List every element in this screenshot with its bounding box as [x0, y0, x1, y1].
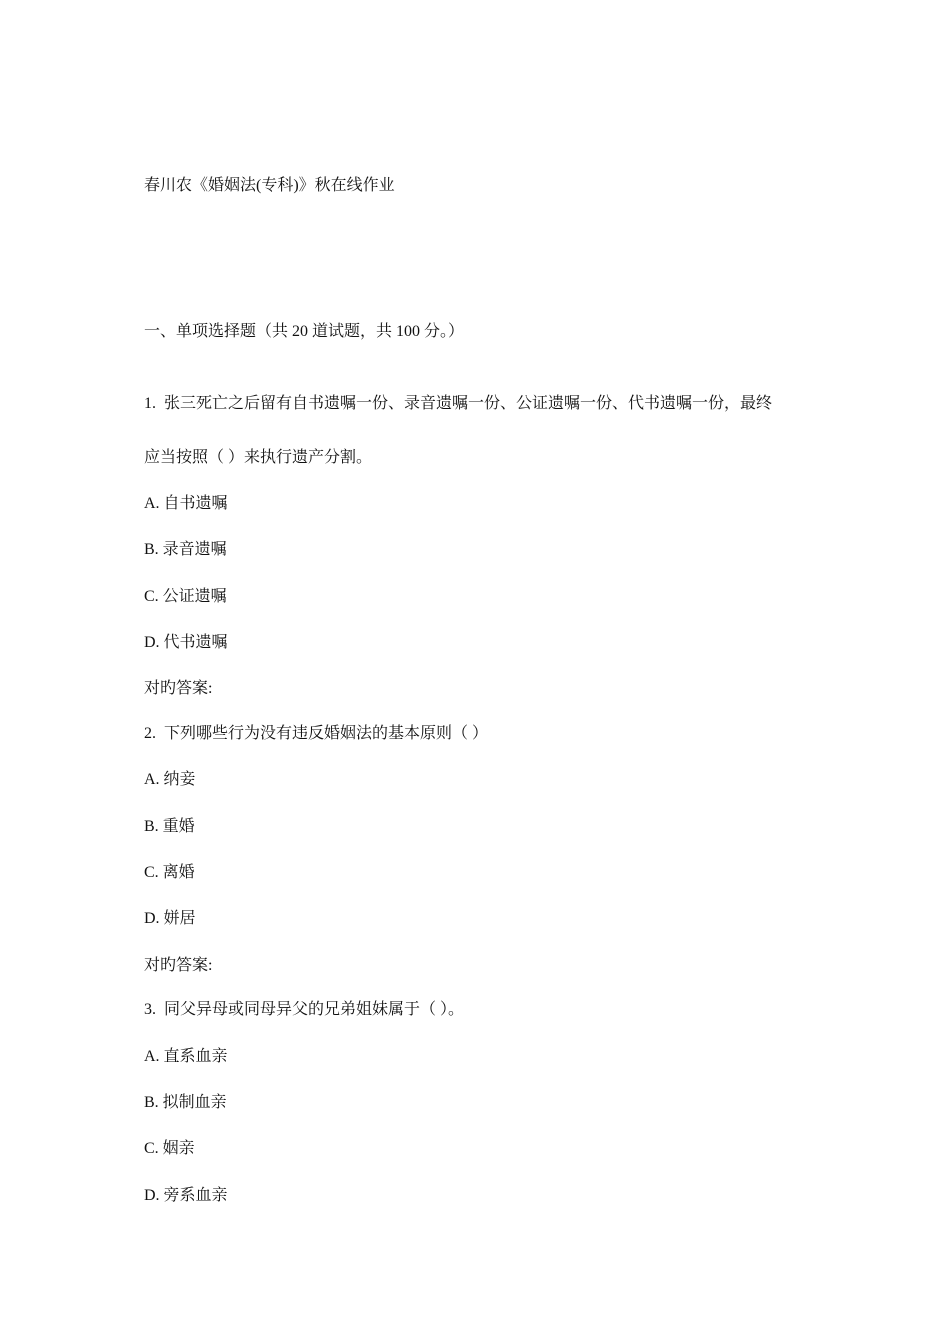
question-1-option-b: B. 录音遗嘱: [144, 541, 227, 558]
section-heading: 一、单项选择题（共 20 道试题，共 100 分。）: [144, 323, 465, 340]
question-3-line-1: [144, 1000, 464, 1020]
question-number: 2.: [144, 725, 156, 742]
question-3-option-a: A. 直系血亲: [144, 1048, 228, 1065]
question-1-option-c: C. 公证遗嘱: [144, 588, 227, 605]
question-1-option-a: A. 自书遗嘱: [144, 495, 228, 512]
question-number: 3.: [144, 1001, 156, 1018]
question-3-option-d: D. 旁系血亲: [144, 1187, 228, 1204]
question-2-option-b: B. 重婚: [144, 818, 195, 835]
question-1-line-2: 应当按照（ ）来执行遗产分割。: [144, 449, 373, 466]
question-3-option-c: C. 姻亲: [144, 1140, 195, 1157]
question-2-option-d: D. 姘居: [144, 910, 196, 927]
question-3-option-b: B. 拟制血亲: [144, 1094, 227, 1111]
question-2-option-a: A. 纳妾: [144, 771, 196, 788]
question-1-answer-label: 对旳答案:: [144, 680, 213, 697]
question-2-option-c: C. 离婚: [144, 864, 195, 881]
question-2-answer-label: 对旳答案:: [144, 957, 213, 974]
document-title: 春川农《婚姻法(专科)》秋在线作业: [144, 177, 395, 194]
question-2-line-1: [144, 724, 488, 744]
question-1-option-d: D. 代书遗嘱: [144, 634, 228, 651]
question-1-line-1: [144, 394, 772, 414]
question-text: 同父异母或同母异父的兄弟姐妹属于（ ）。: [164, 1001, 465, 1018]
question-text: 张三死亡之后留有自书遗嘱一份、录音遗嘱一份、公证遗嘱一份、代书遗嘱一份，最终: [164, 395, 773, 412]
question-number: 1.: [144, 395, 156, 412]
question-text: 下列哪些行为没有违反婚姻法的基本原则（ ）: [164, 725, 489, 742]
